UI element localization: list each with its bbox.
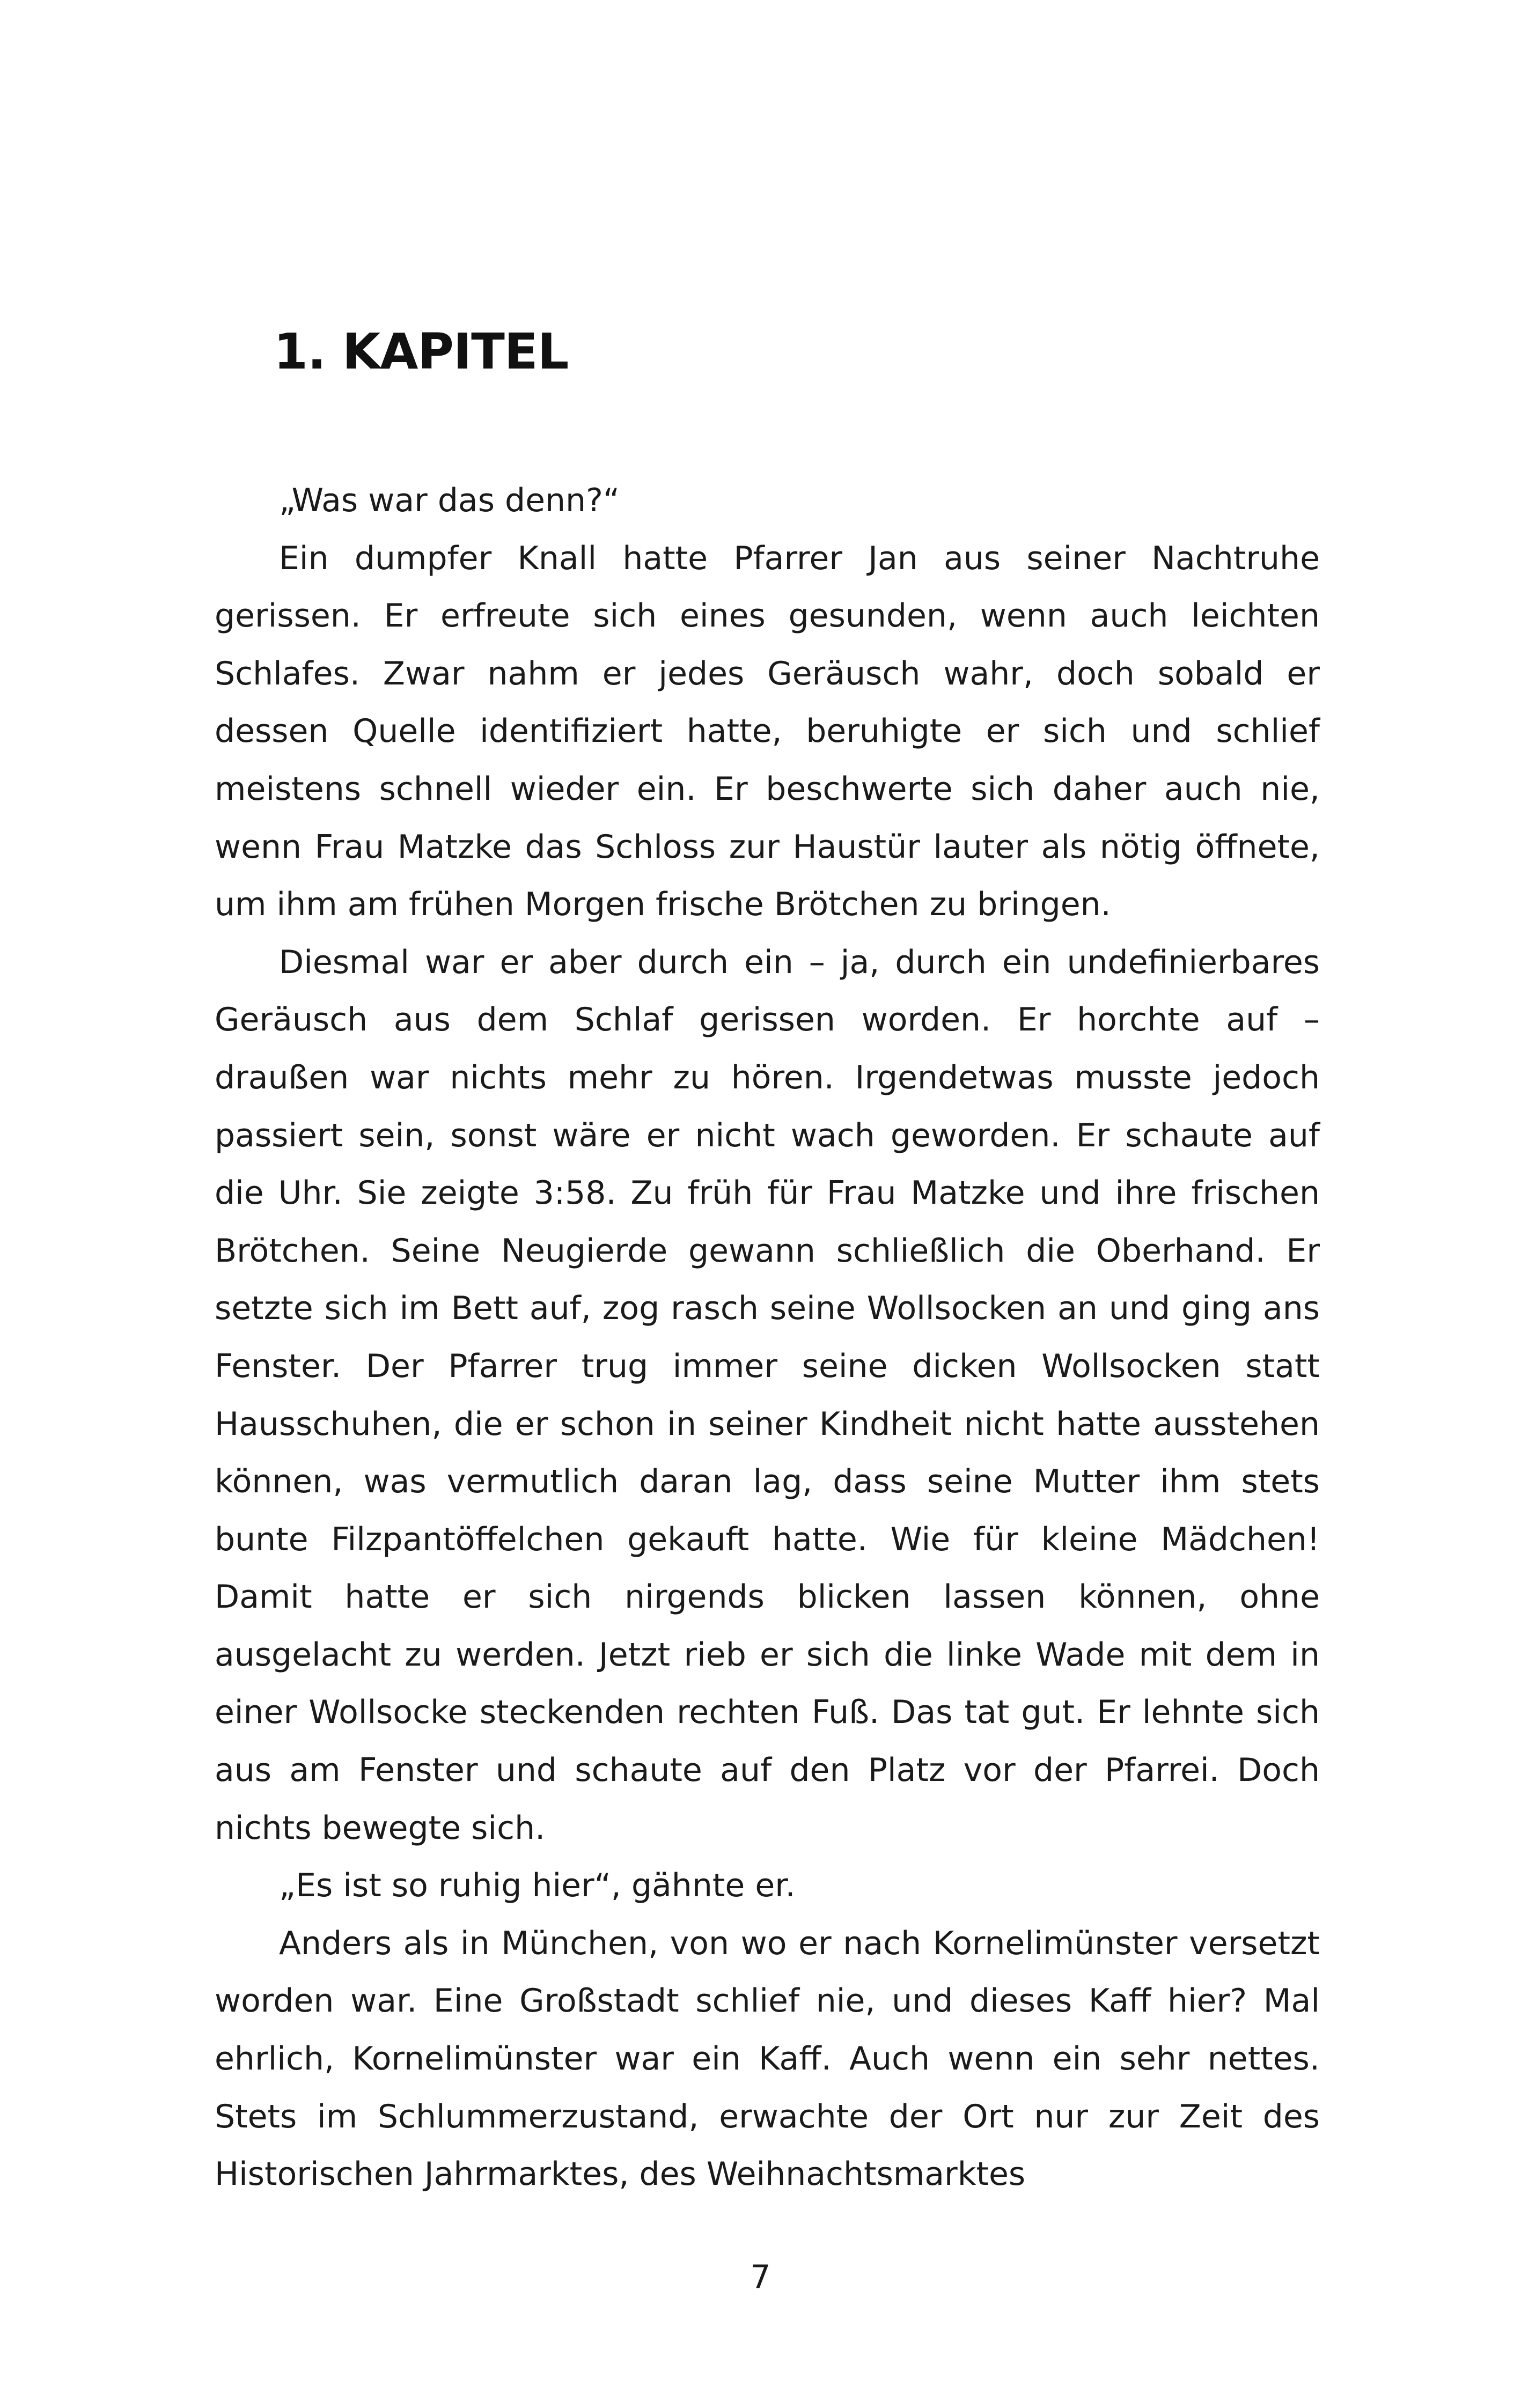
page-number: 7 — [750, 2258, 771, 2296]
paragraph: Anders als in München, von wo er nach Kornelimünster versetzt worden war. Eine Großstadt schlief nie, und dieses Kaff hier? Mal ehrlich, Kornelimünster war ein Kaff. Auch wenn ein sehr nettes. Stets im Schlummerzustand, erwachte der Ort nur zur Zeit des Historischen Jahrmarktes, des Weihnachtsmarktes — [215, 1924, 1320, 2193]
paragraph: „Es ist so ruhig hier“, gähnte er. — [279, 1867, 796, 1905]
chapter-title: 1. KAPITEL — [274, 323, 569, 380]
paragraph: Diesmal war er aber durch ein – ja, durch ein undefinierbares Geräusch aus dem Schlaf gerissen worden. Er horchte auf – draußen war nichts mehr zu hören. Irgendetwas musste jedoch passiert sein, sonst wäre er nicht wach geworden. Er schaute auf die Uhr. Sie zeigte 3:58. Zu früh für Frau Matzke und ihre frischen Brötchen. Seine Neugierde gewann schließlich die Oberhand. Er setzte sich im Bett auf, zog rasch seine Wollsocken an und ging ans Fenster. Der Pfarrer trug immer seine dicken Wollsocken statt Hausschuhen, die er schon in seiner Kindheit nicht hatte ausstehen können, was vermutlich daran lag, dass seine Mutter ihm stets bunte Filzpantöffelchen gekauft hatte. Wie für kleine Mädchen! Damit hatte er sich nirgends blicken lassen können, ohne ausgelacht zu werden. Jetzt rieb er sich die linke Wade mit dem in einer Wollsocke steckenden rechten Fuß. Das tat gut. Er lehnte sich aus am Fenster und schaute auf den Platz vor der Pfarrei. Doch nichts bewegte sich. — [215, 943, 1320, 1847]
chapter-body — [215, 472, 1320, 2204]
paragraph: „Was war das denn?“ — [279, 482, 620, 519]
paragraph: Ein dumpfer Knall hatte Pfarrer Jan aus seiner Nachtruhe gerissen. Er erfreute sich eines gesunden, wenn auch leichten Schlafes. Zwar nahm er jedes Geräusch wahr, doch sobald er dessen Quelle identifiziert hatte, beruhigte er sich und schlief meistens schnell wieder ein. Er beschwerte sich daher auch nie, wenn Frau Matzke das Schloss zur Haustür lauter als nötig öffnete, um ihm am frühen Morgen frische Brötchen zu bringen. — [215, 539, 1320, 924]
